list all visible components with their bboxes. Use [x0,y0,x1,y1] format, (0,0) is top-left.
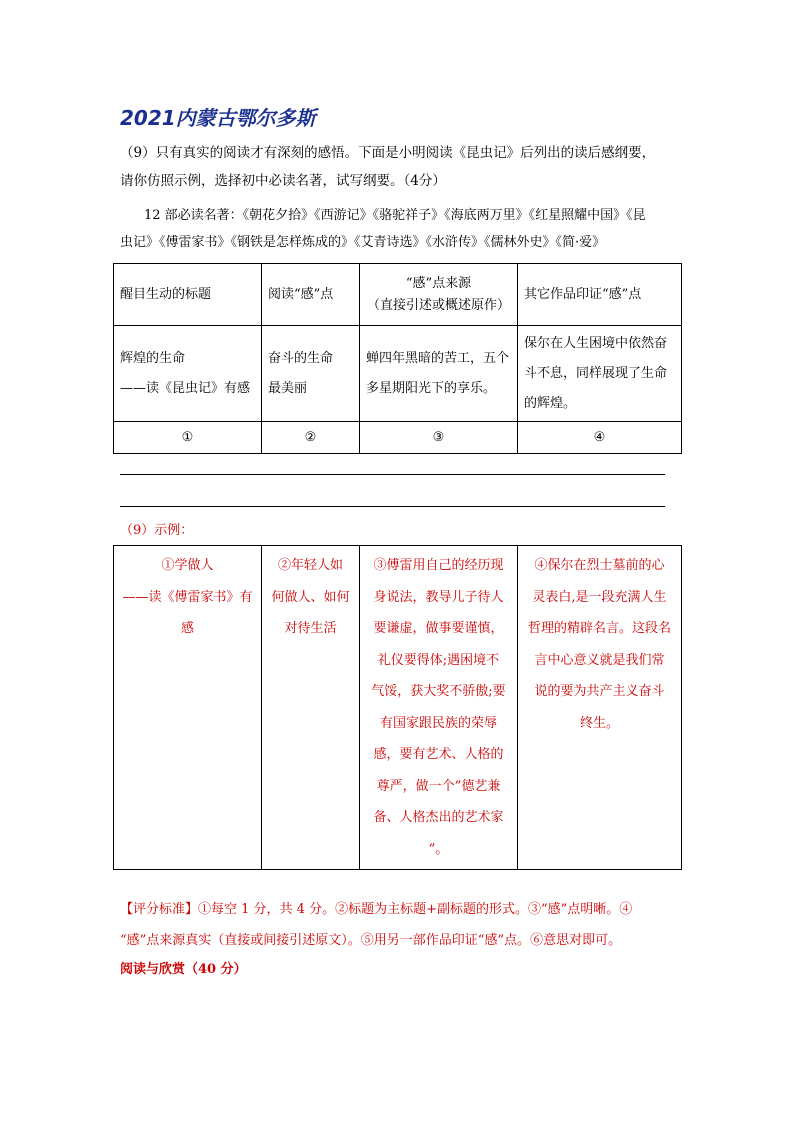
answer-line-1 [120,474,665,475]
books-list-line-2: 虫记》《傅雷家书》《钢铁是怎样炼成的》《艾青诗选》《水浒传》《儒林外史》《简·爱》 [120,235,606,250]
example-title: 辉煌的生命 ——读《昆虫记》有感 [114,326,262,422]
outline-table [113,263,682,454]
table-row [114,546,682,870]
page-title: 2021内蒙古鄂尔多斯 [120,106,316,130]
answer-line-2 [120,506,665,507]
scoring-criteria [120,894,632,956]
scoring-line-2: “感”点来源真实（直接或间接引述原文）。⑤用另一部作品印证“感”点。⑥意思对即可。 [120,933,622,948]
blank-cell-3: ③ [360,422,518,454]
question-line-1: （9）只有真实的阅读才有深刻的感悟。下面是小明阅读《昆虫记》后列出的读后感纲要， [120,145,656,161]
answer-label: （9）示例： [120,523,194,538]
answer-title-cell: ①学做人 ——读《傅雷家书》有 感 [114,546,262,870]
table-row [114,326,682,422]
blank-cell-1: ① [114,422,262,454]
header-other-works: 其它作品印证“感”点 [518,264,682,326]
question-line-2: 请你仿照示例，选择初中必读名著，试写纲要。（4分） [120,173,446,189]
blank-cell-4: ④ [518,422,682,454]
example-feeling-source: 蝉四年黑暗的苦工，五个 多星期阳光下的享乐。 [360,326,518,422]
header-title: 醒目生动的标题 [114,264,262,326]
question-text [120,139,655,195]
header-feeling-source: “感”点来源 （直接引述或概述原作） [360,264,518,326]
answer-table [113,545,682,870]
table-header-row [114,264,682,326]
answer-feeling-source-cell: ③傅雷用自己的经历现 身说法，教导儿子待人 要谦虚，做事要谨慎， 礼仪要得体;遇困境不 气馁，获大奖不骄傲;要 有国家跟民族的荣辱 感，要有艺术、人格的 尊严，做一个”德艺兼 备、人格杰出的艺术家 ”。 [360,546,518,870]
header-feeling-point: 阅读“感”点 [262,264,360,326]
table-row [114,422,682,454]
blank-cell-2: ② [262,422,360,454]
answer-other-works-cell: ④保尔在烈士墓前的心 灵表白,是一段充满人生 哲理的精辟名言。这段名 言中心意义就是我们常 说的要为共产主义奋斗 终生。 [518,546,682,870]
example-feeling-point: 奋斗的生命 最美丽 [262,326,360,422]
answer-feeling-point-cell: ②年轻人如 何做人、如何 对待生活 [262,546,360,870]
example-other-works: 保尔在人生困境中依然奋 斗不息，同样展现了生命 的辉煌。 [518,326,682,422]
books-list-line-1: 12 部必读名著：《朝花夕拾》《西游记》《骆驼祥子》《海底两万里》《红星照耀中国》《昆 [144,208,646,223]
scoring-line-1: 【评分标准】①每空 1 分，共 4 分。②标题为主标题+副标题的形式。③“感”点明晰。④ [120,902,633,917]
section-heading: 阅读与欣赏（40 分） [120,962,247,977]
